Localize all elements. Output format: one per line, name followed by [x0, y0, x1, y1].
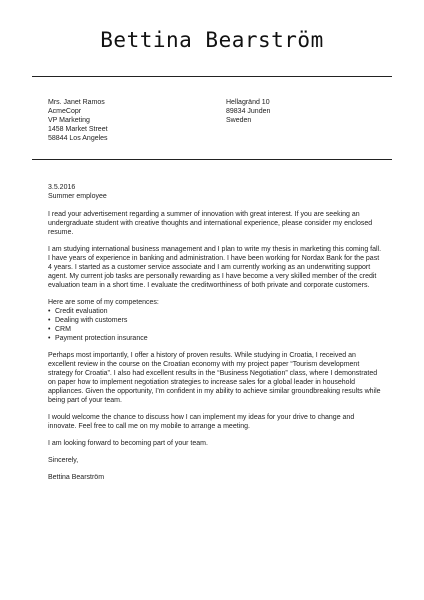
paragraph-closing-line: I am looking forward to becoming part of your team.	[48, 440, 208, 447]
competences-list	[48, 307, 384, 343]
paragraph-meeting: I would welcome the chance to discuss how I can implement my ideas for your drive to change and innovate. Feel free to call me on my mobile to arrange a meeting.	[48, 414, 355, 430]
recipient-line: 1458 Market Street	[48, 126, 108, 133]
list-item: • Dealing with customers	[48, 316, 384, 325]
address-divider	[32, 159, 392, 160]
competences-intro: Here are some of my competences:	[48, 299, 159, 306]
recipient-address	[48, 98, 108, 143]
letter-subject: Summer employee	[48, 193, 107, 200]
recipient-line: AcmeCopr	[48, 108, 82, 115]
sender-address	[226, 98, 270, 125]
recipient-line: 58844 Los Angeles	[48, 135, 108, 142]
recipient-line: Mrs. Janet Ramos	[48, 99, 105, 106]
top-divider	[32, 76, 392, 77]
list-item: • Credit evaluation	[48, 307, 384, 316]
sender-name-heading: Bettina Bearström	[100, 28, 324, 52]
letter-meta	[48, 183, 384, 201]
letter-body	[48, 183, 384, 490]
sender-line: Sweden	[226, 117, 252, 124]
letter-date: 3.5.2016	[48, 184, 76, 191]
sender-line: Hellagränd 10	[226, 99, 270, 106]
list-item: • Payment protection insurance	[48, 334, 384, 343]
closing: Sincerely,	[48, 457, 79, 464]
paragraph-results: Perhaps most importantly, I offer a history of proven results. While studying in Croatia, I received an excellent review in the course on the Croatian economy with my project paper “Tourism development strategy for Croatia”. I also had excellent results in the “Business Negotiation” class, where I demonstrated on paper how to implement negotiation strategies to increase sales for a global leader in household appliances. Given the opportunity, I’m confident in my ability to achieve similar groundbreaking results while being part of your team.	[48, 352, 381, 404]
list-item: • CRM	[48, 325, 384, 334]
sender-line: 89834 Junden	[226, 108, 271, 115]
signature: Bettina Bearström	[48, 474, 105, 481]
paragraph-intro: I read your advertisement regarding a summer of innovation with great interest. If you are seeking an undergraduate student with creative thoughts and international experience, please consider my enclosed resume.	[48, 211, 373, 236]
recipient-line: VP Marketing	[48, 117, 90, 124]
paragraph-background: I am studying international business management and I plan to write my thesis in marketing this coming fall. I have years of experience in banking and administration. I have been working for Nordax Bank for the past 4 years. I started as a customer service associate and I am currently working as an underwriting support agent. My current job tasks are personally rewarding as I have become a very skilled member of the credit evaluation team in a short time. I evaluate the creditworthiness of both private and corporate customers.	[48, 246, 382, 289]
